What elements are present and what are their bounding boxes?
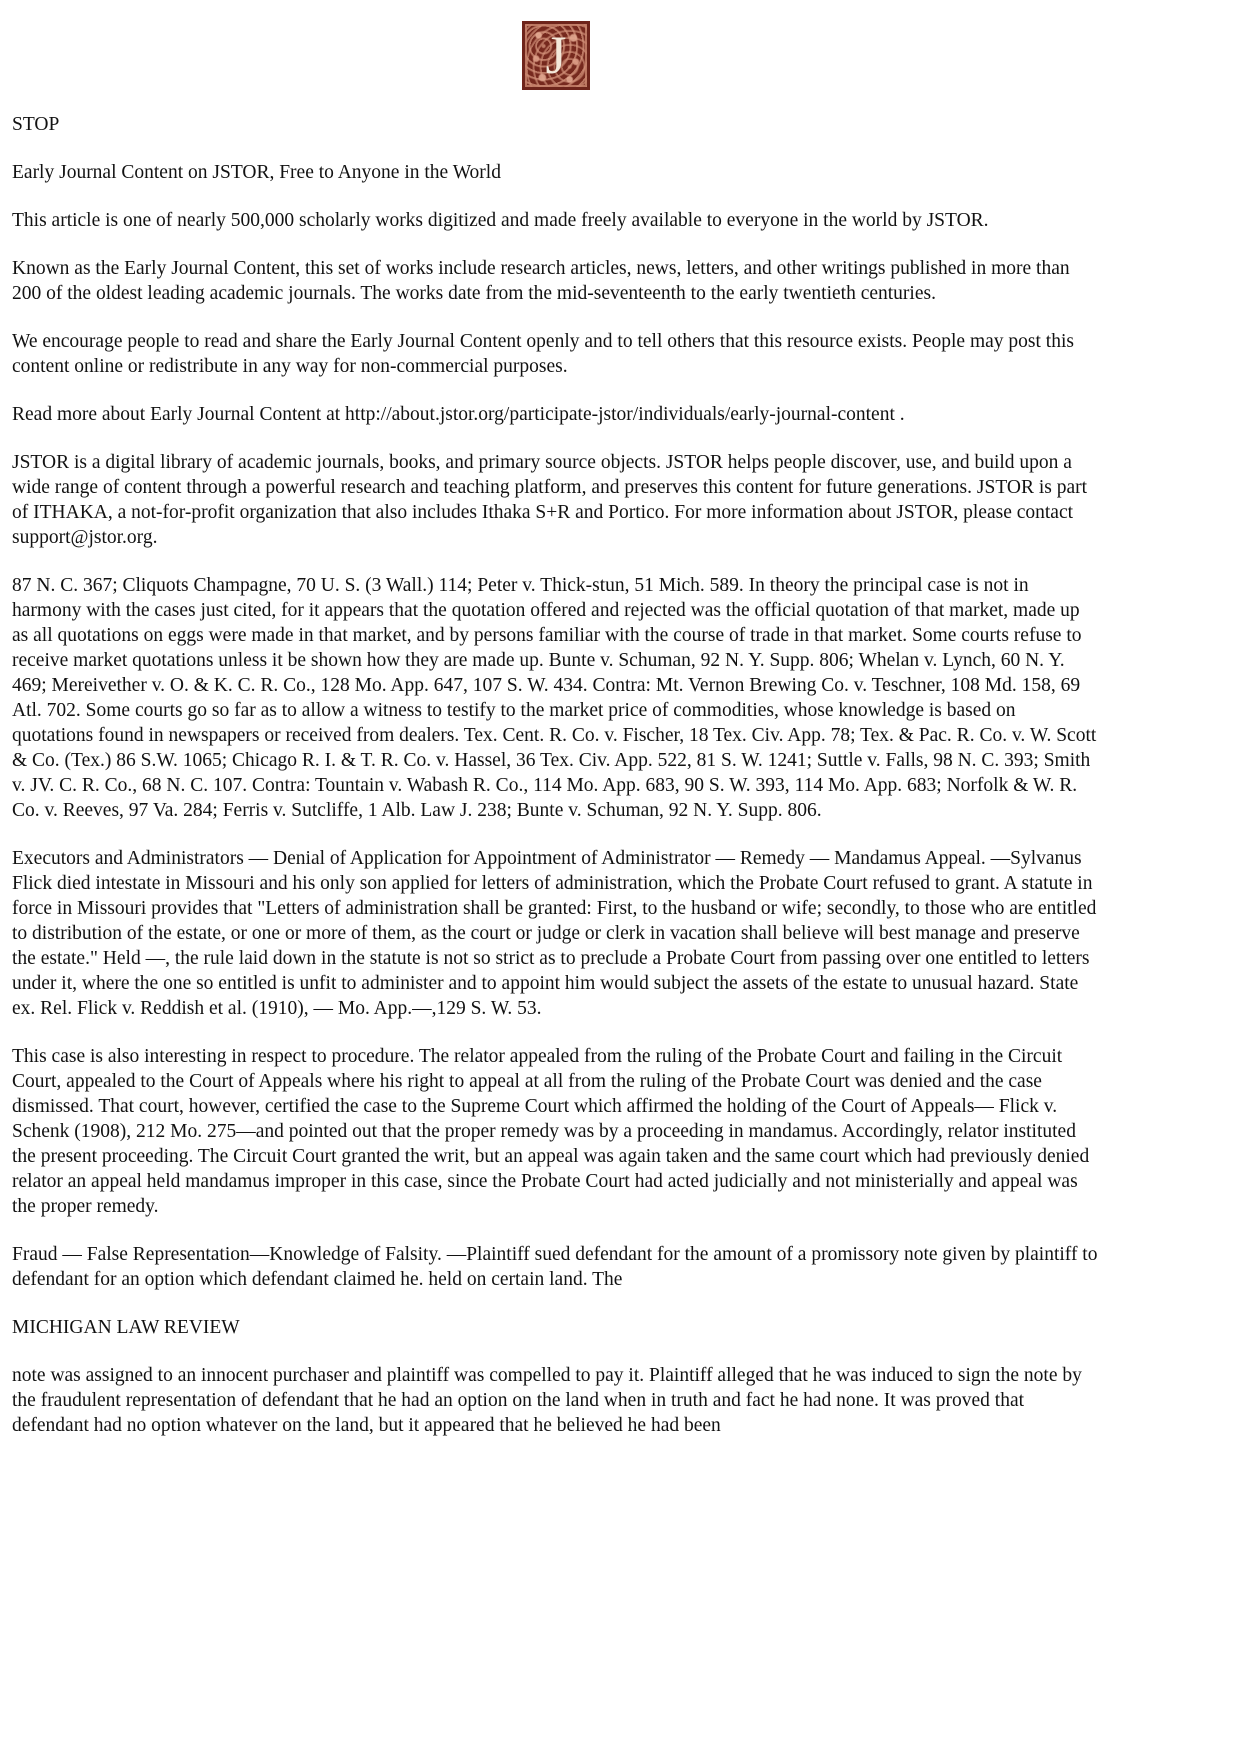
intro-paragraph: This article is one of nearly 500,000 scholarly works digitized and made freely available to everyone in the world by JSTOR. (12, 210, 989, 231)
procedure-paragraph: This case is also interesting in respect to procedure. The relator appealed from the ruling of the Probate Court and failing in the Circuit Court, appealed to the Court of Appeals where his right to appeal at all from the ruling of the Probate Court was denied and the case dismissed. That court, however, certified the case to the Supreme Court which affirmed the holding of the Court of Appeals— Flick v. Schenk (1908), 212 Mo. 275—and pointed out that the proper remedy was by a proceeding in mandamus. Accordingly, relator instituted the present proceeding. The Circuit Court granted the writ, but an appeal was again taken and the same court which had previously denied relator an appeal held mandamus improper in this case, since the Probate Court had acted judicially and not ministerially and appeal was the proper remedy. (12, 1046, 1090, 1217)
early-journal-description-paragraph: Known as the Early Journal Content, this set of works include research articles, news, letters, and other writings published in more than 200 of the oldest leading academic journals. The works date from the mid-seventeenth to the early twentieth centuries. (12, 258, 1070, 304)
jstor-logo-letter: J (545, 25, 567, 85)
sharing-paragraph: We encourage people to read and share the Early Journal Content openly and to tell others that this resource exists. People may post this content online or redistribute in any way for non-commercial purposes. (12, 331, 1074, 377)
jstor-description-paragraph: JSTOR is a digital library of academic journals, books, and primary source objects. JSTOR helps people discover, use, and build upon a wide range of content through a powerful research and teaching platform, and preserves this content for future generations. JSTOR is part of ITHAKA, a not-for-profit organization that also includes Ithaka S+R and Portico. For more information about JSTOR, please contact support@jstor.org. (12, 452, 1088, 548)
case-citations-paragraph: 87 N. C. 367; Cliquots Champagne, 70 U. S. (3 Wall.) 114; Peter v. Thick-stun, 51 Mich. 589. In theory the principal case is not in harmony with the cases just cited, for it appears that the quotation offered and rejected was the official quotation of that market, made up as all quotations on eggs were made in that market, and by persons familiar with the course of trade in that market. Some courts refuse to receive market quotations unless it be shown how they are made up. Bunte v. Schuman, 92 N. Y. Supp. 806; Whelan v. Lynch, 60 N. Y. 469; Mereivether v. O. & K. C. R. Co., 128 Mo. App. 647, 107 S. W. 434. Contra: Mt. Vernon Brewing Co. v. Teschner, 108 Md. 158, 69 Atl. 702. Some courts go so far as to allow a witness to testify to the market price of commodities, whose knowledge is based on quotations found in newspapers or received from dealers. Tex. Cent. R. Co. v. Fischer, 18 Tex. Civ. App. 78; Tex. & Pac. R. Co. v. W. Scott & Co. (Tex.) 86 S.W. 1065; Chicago R. I. & T. R. Co. v. Hassel, 36 Tex. Civ. App. 522, 81 S. W. 1241; Suttle v. Falls, 98 N. C. 393; Smith v. JV. C. R. Co., 68 N. C. 107. Contra: Tountain v. Wabash R. Co., 114 Mo. App. 683, 90 S. W. 393, 114 Mo. App. 683; Norfolk & W. R. Co. v. Reeves, 97 Va. 284; Ferris v. Sutcliffe, 1 Alb. Law J. 238; Bunte v. Schuman, 92 N. Y. Supp. 806. (12, 575, 1097, 821)
note-continuation-paragraph: note was assigned to an innocent purchaser and plaintiff was compelled to pay it. Plaintiff alleged that he was induced to sign the note by the fraudulent representation of defendant that he had an option on the land when in truth and fact he had none. It was proved that defendant had no option whatever on the land, but it appeared that he believed he had been (12, 1365, 1082, 1436)
stop-label: STOP (12, 114, 60, 135)
fraud-paragraph: Fraud — False Representation—Knowledge of Falsity. —Plaintiff sued defendant for the amount of a promissory note given by plaintiff to defendant for an option which defendant claimed he. held on certain land. The (12, 1244, 1098, 1290)
read-more-paragraph: Read more about Early Journal Content at http://about.jstor.org/participate-jstor/individuals/early-journal-content . (12, 404, 905, 425)
executors-administrators-paragraph: Executors and Administrators — Denial of Application for Appointment of Administrator — Remedy — Mandamus Appeal. —Sylvanus Flick died intestate in Missouri and his only son applied for letters of administration, which the Probate Court refused to grant. A statute in force in Missouri provides that "Letters of administration shall be granted: First, to the husband or wife; secondly, to those who are entitled to distribution of the estate, or one or more of them, as the court or judge or clerk in vacation shall believe will best manage and preserve the estate." Held —, the rule laid down in the statute is not so strict as to preclude a Probate Court from passing over one entitled to letters under it, where the one so entitled is unfit to administer and to appoint him would subject the assets of the estate to unusual hazard. State ex. Rel. Flick v. Reddish et al. (1910), — Mo. App.—,129 S. W. 53. (12, 848, 1097, 1019)
jstor-logo-icon (522, 21, 590, 90)
banner-title: Early Journal Content on JSTOR, Free to Anyone in the World (12, 162, 501, 183)
logo-row (12, 0, 1100, 96)
journal-running-header: MICHIGAN LAW REVIEW (12, 1317, 240, 1338)
